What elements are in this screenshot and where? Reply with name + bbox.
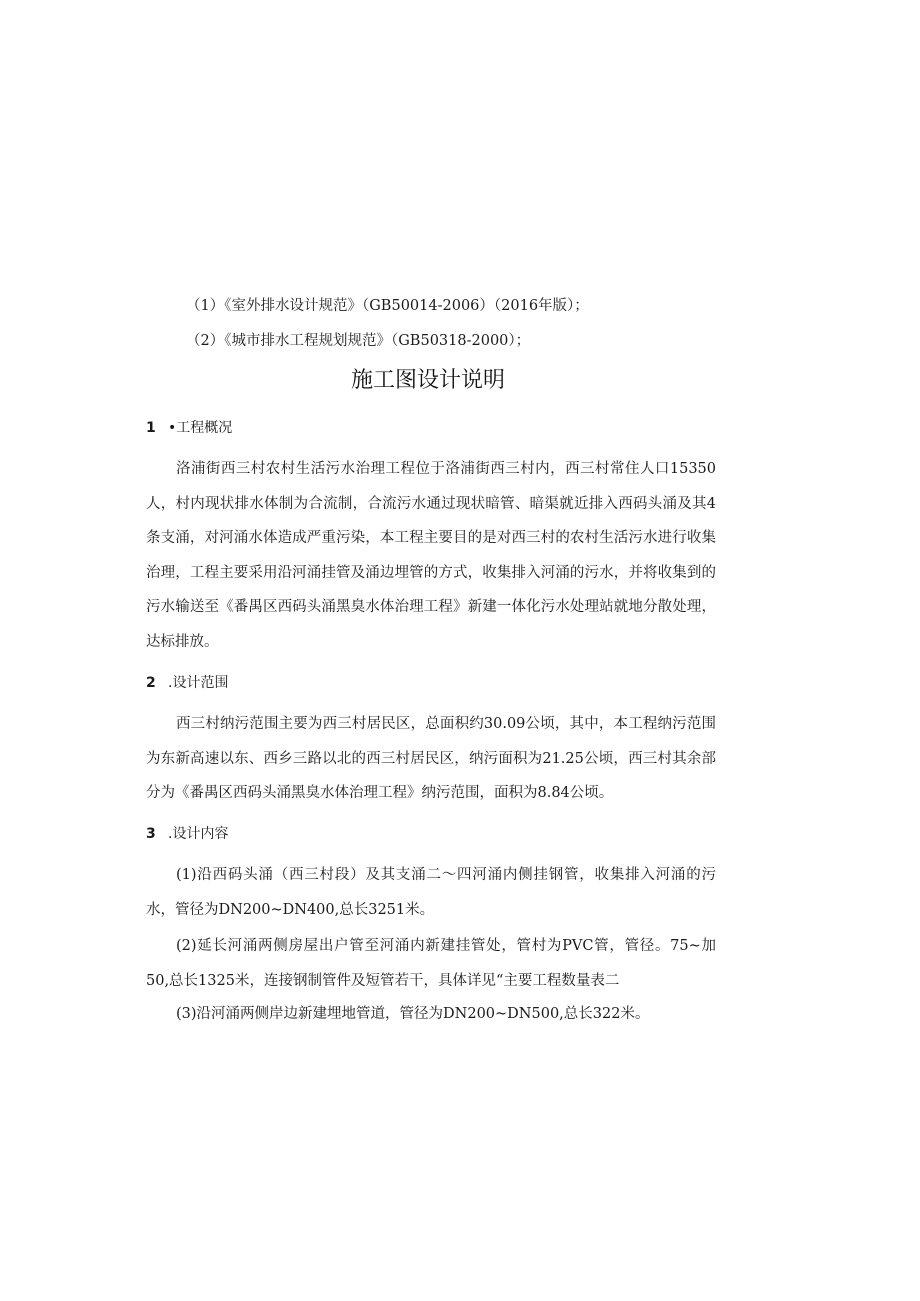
section-1-title: •工程概况: [168, 420, 233, 436]
section-1-heading: [146, 418, 232, 438]
section-2-title: .设计范围: [168, 675, 229, 691]
section-2-number: 2: [146, 675, 156, 691]
section-3-number: 3: [146, 826, 156, 842]
section-3-title: .设计内容: [168, 826, 229, 842]
section-2-paragraph: 西三村纳污范围主要为西三村居民区，总面积约30.09公顷，其中，本工程纳污范围为东新高速以东、西乡三路以北的西三村居民区，纳污面积为21.25公顷，西三村其余部分为《番禺区西码头涌黑臭水体治理工程》纳污范围，面积为8.84公顷。: [146, 716, 716, 801]
section-3-item-2: (2)延长河涌两侧房屋出户管至河涌内新建挂管处，管村为PVC管，管径。75~加50,总长1325米，连接钢制管件及短管若干，具体详见“主要工程数量表二: [146, 938, 716, 989]
reference-1: （1）《室外排水设计规范》（GB50014-2006）（2016年版）；: [186, 298, 589, 314]
section-3-item-3: (3)沿河涌两侧岸边新建埋地管道，管径为DN200~DN500,总长322米。: [176, 1006, 650, 1022]
page-title: 施工图设计说明: [350, 368, 505, 393]
section-1-paragraph: 洛浦街西三村农村生活污水治理工程位于洛浦街西三村内，西三村常住人口15350人，村内现状排水体制为合流制，合流污水通过现状暗管、暗渠就近排入西码头涌及其4条支涌，对河涌水体造成严重污染，本工程主要目的是对西三村的农村生活污水进行收集治理，工程主要采用沿河涌挂管及涌边埋管的方式，收集排入河涌的污水，并将收集到的污水输送至《番禺区西码头涌黑臭水体治理工程》新建一体化污水处理站就地分散处理，达标排放。: [146, 461, 716, 650]
section-3-heading: [146, 824, 228, 844]
section-3-item-1: (1)沿西码头涌（西三村段）及其支涌二～四河涌内侧挂钢管，收集排入河涌的污水，管径为DN200~DN400,总长3251米。: [146, 867, 716, 918]
section-2-heading: [146, 673, 228, 693]
section-1-number: 1: [146, 420, 156, 436]
reference-2: （2）《城市排水工程规划规范》（GB50318-2000）；: [186, 333, 531, 349]
